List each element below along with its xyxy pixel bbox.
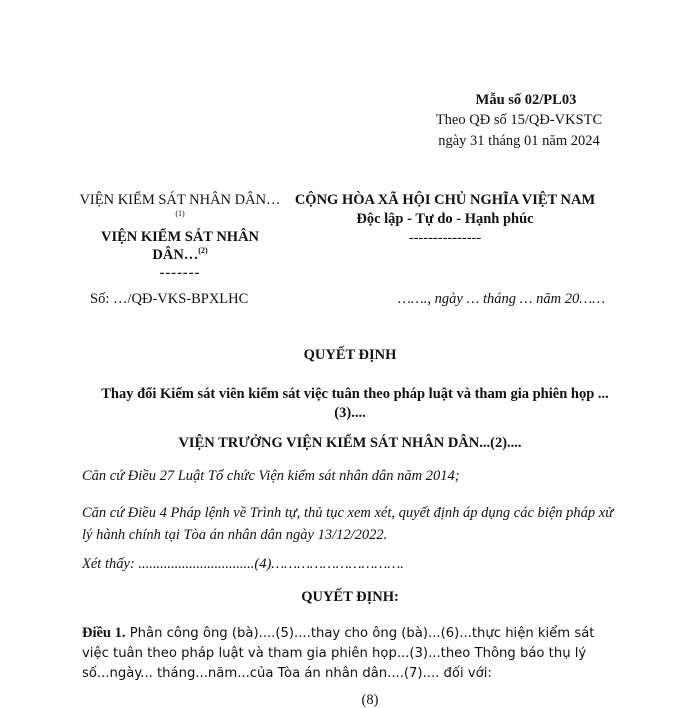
legal-basis-1: Căn cứ Điều 27 Luật Tổ chức Viện kiểm sát nhân dân năm 2014;	[82, 468, 460, 484]
article-1-text: Phân công ông (bà)....(5)....thay cho ông (bà)...(6)...thực hiện kiểm sát việc tuân theo pháp luật và tham gia phiên họp...(3)...theo Thông báo thụ lý số...ngày... tháng...năm...của Tòa án nhân dân....(7).... đối với:	[82, 626, 595, 681]
article-1	[82, 623, 610, 684]
issuing-authority: VIỆN TRƯỞNG VIỆN KIỂM SÁT NHÂN DÂN...(2)....	[178, 435, 522, 451]
agency-divider: -------	[159, 265, 201, 282]
legal-basis-2: Căn cứ Điều 4 Pháp lệnh về Trình tự, thủ tục xem xét, quyết định áp dụng các biện pháp xử lý hành chính tại Tòa án nhân dân ngày 13/12/2022.	[82, 505, 614, 544]
nation-name: CỘNG HÒA XÃ HỘI CHỦ NGHĨA VIỆT NAM	[294, 192, 596, 208]
motto-divider: ---------------	[408, 230, 482, 247]
parent-agency-text: VIỆN KIỂM SÁT NHÂN DÂN…	[79, 192, 281, 208]
document-number: Số: …/QĐ-VKS-BPXLHC	[90, 291, 249, 307]
issuing-agency	[78, 228, 282, 265]
issuing-agency-text: VIỆN KIỂM SÁT NHÂN DÂN…	[100, 228, 260, 263]
article-1-label: Điều 1.	[82, 625, 126, 641]
form-basis: Theo QĐ số 15/QĐ-VKSTC	[435, 112, 603, 129]
note-1: (1)	[175, 209, 185, 219]
note-8: (8)	[361, 692, 379, 708]
national-motto: Độc lập - Tự do - Hạnh phúc	[356, 211, 534, 228]
subject-line-2: (3)....	[334, 405, 366, 422]
agency-header	[78, 191, 282, 282]
document-title: QUYẾT ĐỊNH	[303, 347, 397, 363]
note-2: (2)	[198, 245, 208, 255]
form-date: ngày 31 tháng 01 năm 2024	[438, 132, 600, 149]
document-date: ……., ngày … tháng … năm 20……	[398, 291, 606, 307]
subject-line-1: Thay đổi Kiểm sát viên kiểm sát việc tuân theo pháp luật và tham gia phiên họp ...	[101, 386, 609, 402]
form-number: Mẫu số 02/PL03	[475, 92, 577, 108]
consideration-text: ................................(4)………………………….	[134, 556, 404, 572]
document-subject	[0, 385, 700, 423]
parent-agency	[78, 191, 282, 228]
form-reference	[410, 90, 628, 151]
consideration	[82, 557, 404, 572]
consideration-label: Xét thấy:	[82, 556, 135, 572]
national-header	[282, 191, 608, 248]
decision-heading: QUYẾT ĐỊNH:	[301, 589, 399, 605]
